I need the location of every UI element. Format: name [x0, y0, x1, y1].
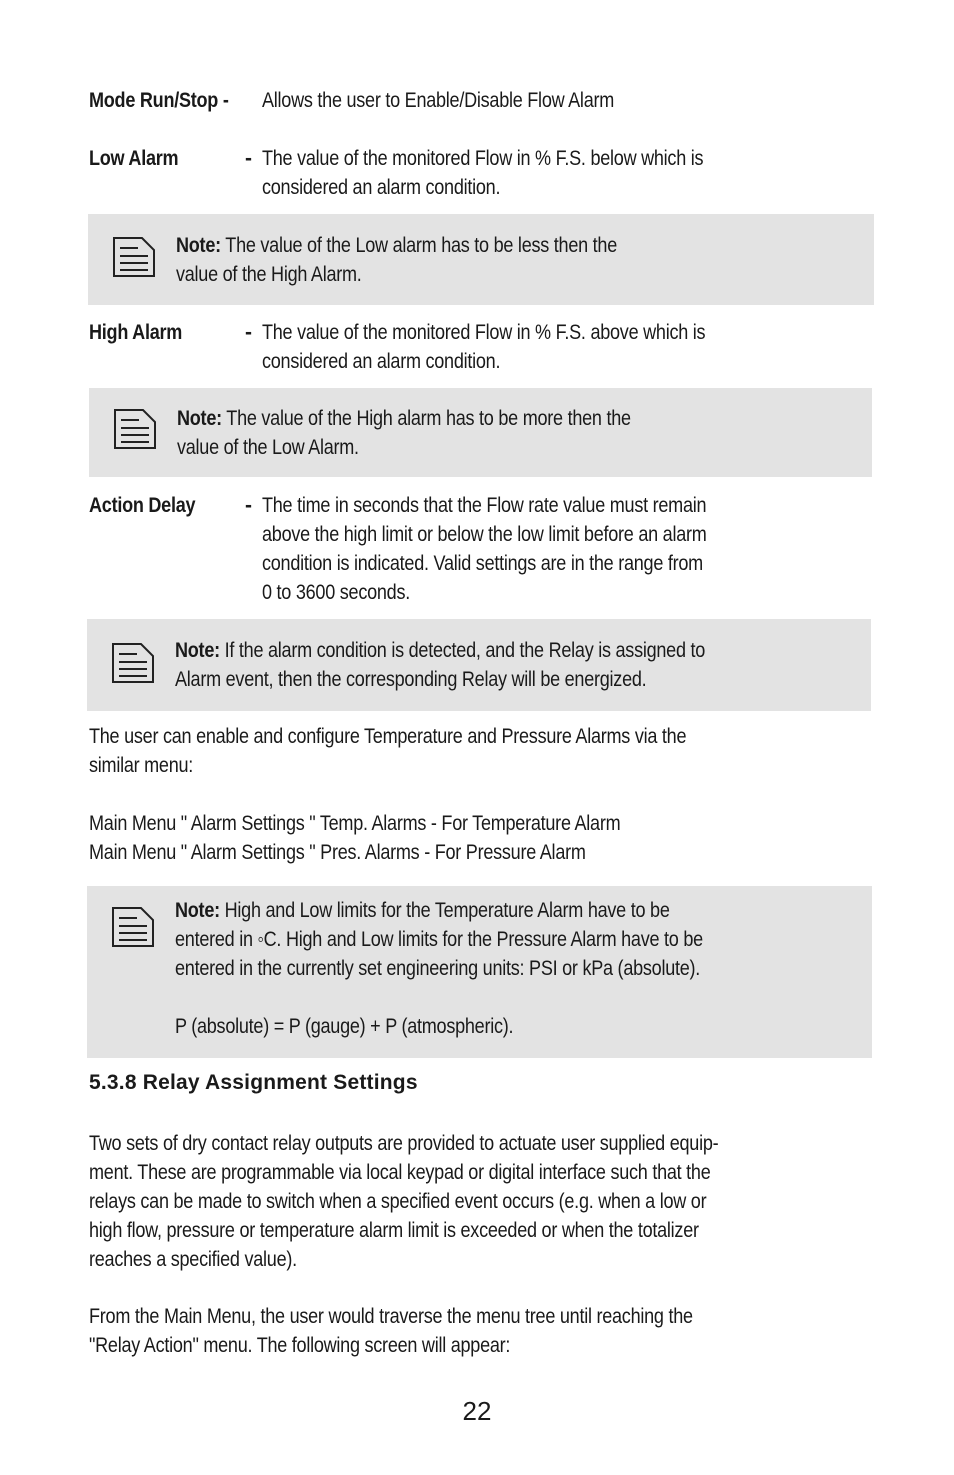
note-text [175, 896, 789, 1041]
page-number: 22 [462, 1396, 492, 1426]
definition-term: Action Delay [89, 494, 196, 517]
note-icon [111, 906, 155, 948]
paragraph-line: similar menu: [89, 754, 194, 777]
note-line: The value of the High alarm has to be more then the [221, 407, 631, 430]
paragraph-line: ment. These are programmable via local keypad or digital interface such that the [89, 1161, 711, 1184]
definition-text: Allows the user to Enable/Disable Flow Alarm [262, 89, 615, 112]
note-line: High and Low limits for the Temperature Alarm have to be [219, 899, 670, 922]
note-line: value of the High Alarm. [176, 263, 362, 286]
definition-line: condition is indicated. Valid settings are in the range from [262, 552, 703, 575]
note-box [87, 886, 872, 1058]
definition-line: considered an alarm condition. [262, 176, 501, 199]
note-icon [111, 642, 155, 684]
note-box [88, 214, 874, 305]
definition-high-alarm [89, 318, 879, 378]
note-label: Note: [176, 234, 221, 257]
note-text [175, 636, 791, 694]
definition-line: considered an alarm condition. [262, 350, 501, 373]
paragraph-line: The user can enable and configure Temperature and Pressure Alarms via the [89, 725, 687, 748]
note-label: Note: [175, 639, 220, 662]
note-box [89, 388, 872, 477]
definition-mode-run-stop [89, 86, 879, 116]
definition-text [262, 144, 862, 202]
note-text [177, 404, 705, 462]
menu-paths [89, 809, 865, 867]
note-label: Note: [177, 407, 222, 430]
note-label: Note: [175, 899, 220, 922]
definition-dash: - [245, 494, 252, 517]
note-icon [113, 408, 157, 450]
definition-line: The time in seconds that the Flow rate value must remain [262, 494, 707, 517]
paragraph-line: From the Main Menu, the user would traverse the menu tree until reaching the [89, 1305, 693, 1328]
section-heading: 5.3.8 Relay Assignment Settings [89, 1071, 418, 1094]
intro-paragraph [89, 722, 865, 780]
menu-path-pres: Main Menu " Alarm Settings " Pres. Alarms - For Pressure Alarm [89, 841, 586, 864]
definition-action-delay [89, 491, 879, 609]
definition-text [262, 318, 862, 376]
definition-text [262, 491, 862, 607]
definition-term: Mode Run/Stop - [89, 89, 229, 112]
definition-line: 0 to 3600 seconds. [262, 581, 410, 604]
definition-term: Low Alarm [89, 147, 179, 170]
menu-path-temp: Main Menu " Alarm Settings " Temp. Alarms - For Temperature Alarm [89, 812, 621, 835]
note-line: entered in the currently set engineering units: PSI or kPa (absolute). [175, 957, 701, 980]
definition-line: The value of the monitored Flow in % F.S. above which is [262, 321, 706, 344]
definition-term: High Alarm [89, 321, 183, 344]
definition-line: The value of the monitored Flow in % F.S. below which is [262, 147, 704, 170]
paragraph-line: relays can be made to switch when a specified event occurs (e.g. when a low or [89, 1190, 707, 1213]
note-line: Alarm event, then the corresponding Relay will be energized. [175, 668, 647, 691]
paragraph-line: high flow, pressure or temperature alarm limit is exceeded or when the totalizer [89, 1219, 699, 1242]
note-text [176, 231, 689, 289]
note-line: If the alarm condition is detected, and the Relay is assigned to [219, 639, 706, 662]
definition-line: above the high limit or below the low limit before an alarm [262, 523, 707, 546]
note-line: The value of the Low alarm has to be less then the [220, 234, 617, 257]
note-line: entered in ◦C. High and Low limits for the Pressure Alarm have to be [175, 928, 703, 951]
menu-paragraph [89, 1302, 865, 1360]
definition-dash: - [245, 321, 252, 344]
paragraph-line: Two sets of dry contact relay outputs are provided to actuate user supplied equip- [89, 1132, 719, 1155]
note-line-blank [175, 983, 703, 1012]
note-icon [112, 236, 156, 278]
note-line: P (absolute) = P (gauge) + P (atmospheric). [175, 1015, 514, 1038]
paragraph-line: "Relay Action" menu. The following screen will appear: [89, 1334, 511, 1357]
note-line: value of the Low Alarm. [177, 436, 359, 459]
definition-low-alarm [89, 144, 879, 204]
paragraph-line: reaches a specified value). [89, 1248, 297, 1271]
definition-dash: - [245, 147, 252, 170]
relay-paragraph [89, 1129, 865, 1274]
note-box [87, 619, 871, 711]
